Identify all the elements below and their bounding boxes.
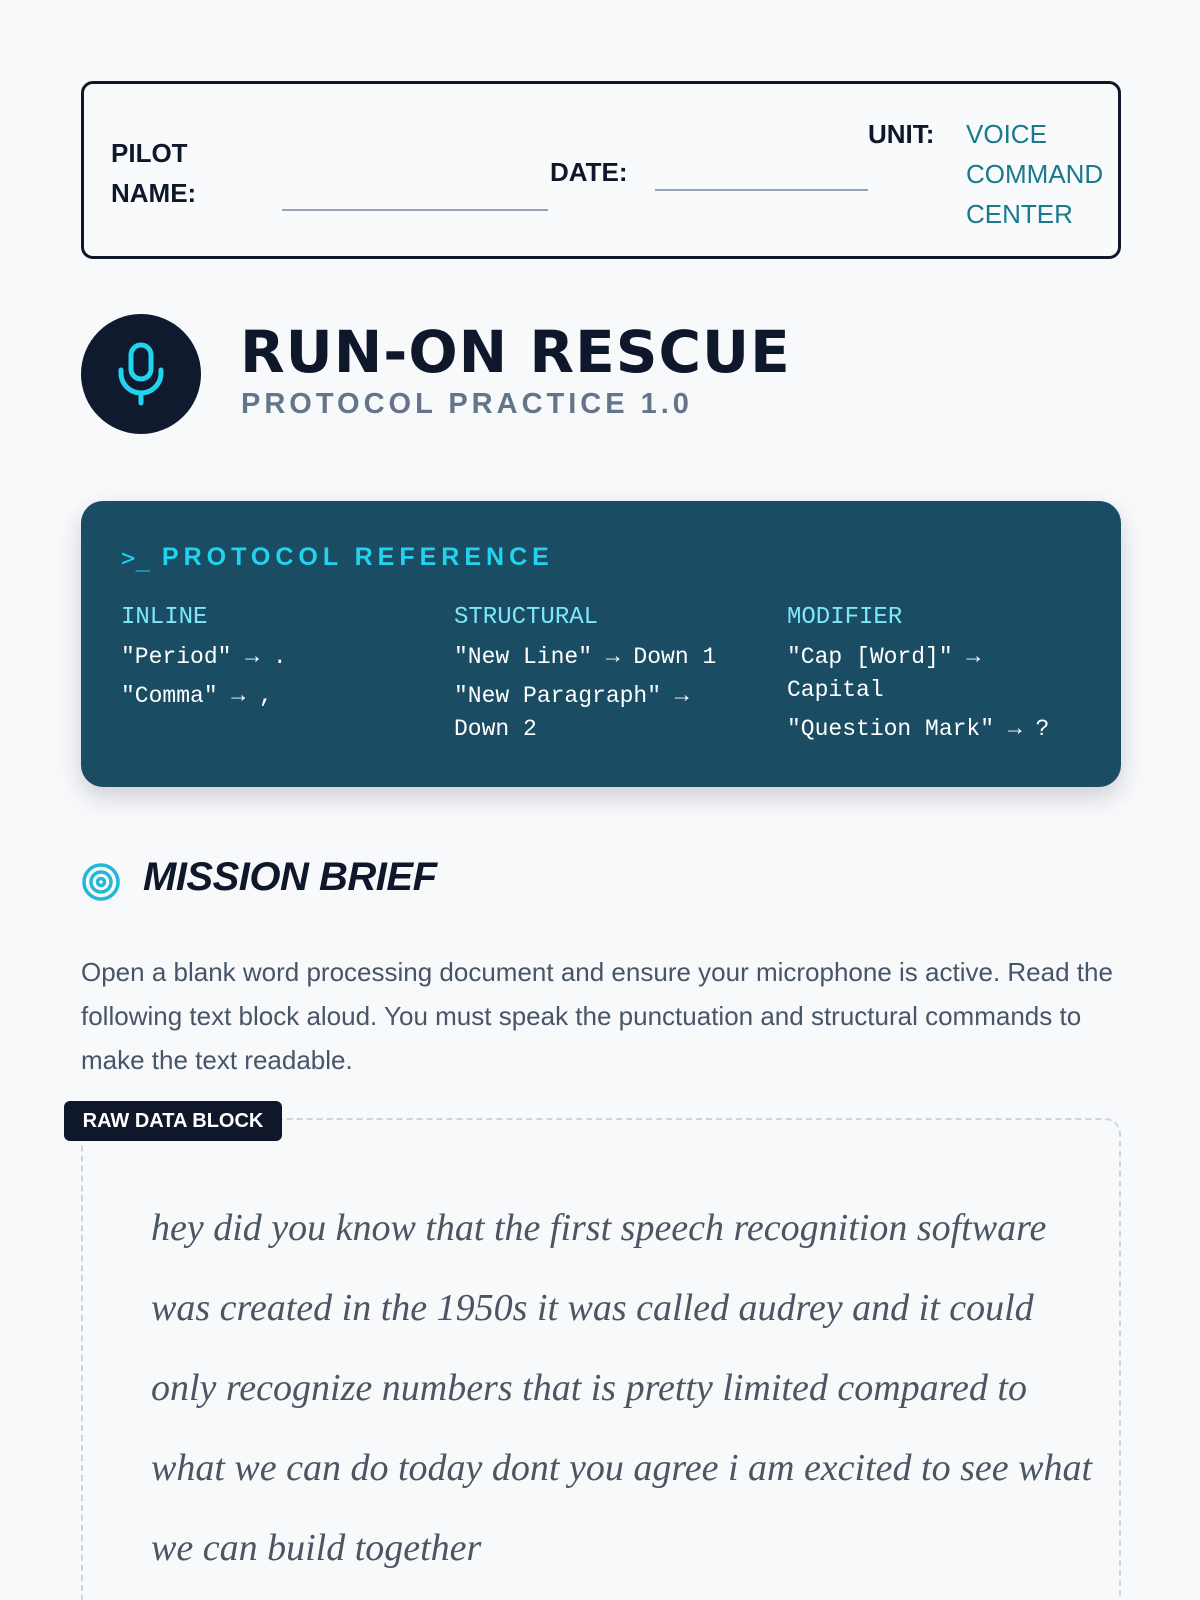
terminal-icon: >_ <box>121 543 150 572</box>
protocol-column-structural <box>454 601 754 746</box>
protocol-heading-text: PROTOCOL REFERENCE <box>161 543 554 571</box>
column-title: STRUCTURAL <box>454 604 599 631</box>
raw-data-text: hey did you know that the first speech recognition software was created in the 1950s it was called audrey and it could only recognize numbers that is pretty limited compared to what we can do today dont you agree i am excited to see what we can build together <box>151 1207 1093 1569</box>
unit-label: UNIT: <box>868 119 935 149</box>
protocol-column-inline <box>121 601 421 713</box>
target-icon <box>81 862 121 902</box>
microphone-icon <box>115 342 167 406</box>
date-label: DATE: <box>550 157 628 187</box>
raw-data-badge: RAW DATA BLOCK <box>64 1101 282 1141</box>
date-field[interactable] <box>655 189 868 191</box>
column-title: INLINE <box>121 604 208 631</box>
page-subtitle: PROTOCOL PRACTICE 1.0 <box>241 388 693 420</box>
protocol-reference-card <box>81 501 1121 787</box>
command-item: "Question Mark" → ? <box>787 716 1050 742</box>
protocol-heading <box>121 543 554 572</box>
mission-brief-text: Open a blank word processing document and ensure your microphone is active. Read the following text block aloud. You must speak the punctuation and structural commands to make the text readable. <box>81 957 1113 1075</box>
command-item: "New Paragraph" → Down 2 <box>454 683 689 742</box>
protocol-column-modifier <box>787 601 1087 746</box>
header-card <box>81 81 1121 259</box>
column-title: MODIFIER <box>787 604 903 631</box>
pilot-name-field[interactable] <box>282 209 548 211</box>
pilot-name-label: PILOT NAME: <box>111 138 197 208</box>
page-title: RUN-ON RESCUE <box>240 318 791 386</box>
mission-brief-title: MISSION BRIEF <box>143 855 437 899</box>
command-item: "Comma" → , <box>121 683 273 709</box>
command-item: "New Line" → Down 1 <box>454 644 717 670</box>
unit-value: VOICE COMMAND CENTER <box>966 119 1104 229</box>
microphone-badge <box>81 314 201 434</box>
command-item: "Cap [Word]" → Capital <box>787 644 981 703</box>
command-item: "Period" → . <box>121 644 287 670</box>
